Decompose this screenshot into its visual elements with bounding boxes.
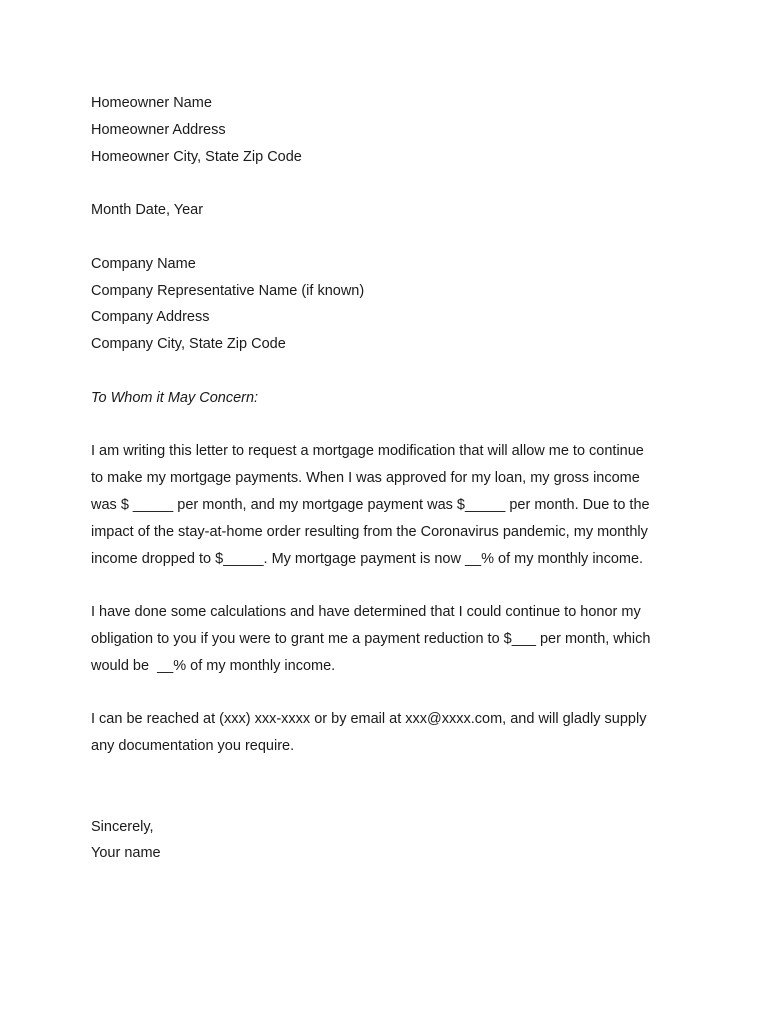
closing: Sincerely,: [91, 818, 154, 835]
spacer: [91, 170, 691, 197]
spacer: [91, 412, 691, 439]
paragraph-line: income dropped to $_____. My mortgage payment is now __% of my monthly income.: [91, 550, 644, 567]
sender-block: [91, 90, 691, 170]
spacer: [91, 572, 691, 599]
recipient-block: [91, 251, 691, 358]
paragraph-line: impact of the stay-at-home order resulting from the Coronavirus pandemic, my monthly: [91, 523, 648, 540]
paragraph-line: was $ _____ per month, and my mortgage payment was $_____ per month. Due to the: [91, 496, 650, 513]
sender-city-state-zip: Homeowner City, State Zip Code: [91, 148, 302, 165]
spacer: [91, 760, 691, 814]
paragraph-line: to make my mortgage payments. When I was approved for my loan, my gross income: [91, 470, 640, 487]
salutation: To Whom it May Concern:: [91, 389, 259, 406]
recipient-representative: Company Representative Name (if known): [91, 282, 365, 299]
recipient-city-state-zip: Company City, State Zip Code: [91, 336, 286, 353]
signature-name: Your name: [91, 845, 161, 862]
spacer: [91, 224, 691, 251]
recipient-company-name: Company Name: [91, 255, 196, 272]
paragraph-line: would be __% of my monthly income.: [91, 657, 336, 674]
paragraph-line: I can be reached at (xxx) xxx-xxxx or by email at xxx@xxxx.com, and will gladly supply: [91, 711, 647, 728]
recipient-address: Company Address: [91, 309, 210, 326]
paragraph-line: obligation to you if you were to grant me a payment reduction to $___ per month, which: [91, 630, 651, 647]
body-paragraph-3: [91, 706, 691, 760]
paragraph-line: I have done some calculations and have determined that I could continue to honor my: [91, 604, 641, 621]
paragraph-line: any documentation you require.: [91, 738, 295, 755]
body-paragraph-2: [91, 599, 691, 679]
paragraph-line: I am writing this letter to request a mortgage modification that will allow me to continue: [91, 443, 644, 460]
letter-date: Month Date, Year: [91, 202, 204, 219]
sender-name: Homeowner Name: [91, 95, 212, 111]
spacer: [91, 358, 691, 385]
spacer: [91, 680, 691, 707]
letter-page: [91, 90, 691, 867]
sender-address: Homeowner Address: [91, 121, 226, 138]
body-paragraph-1: [91, 438, 691, 572]
closing-block: [91, 814, 691, 868]
